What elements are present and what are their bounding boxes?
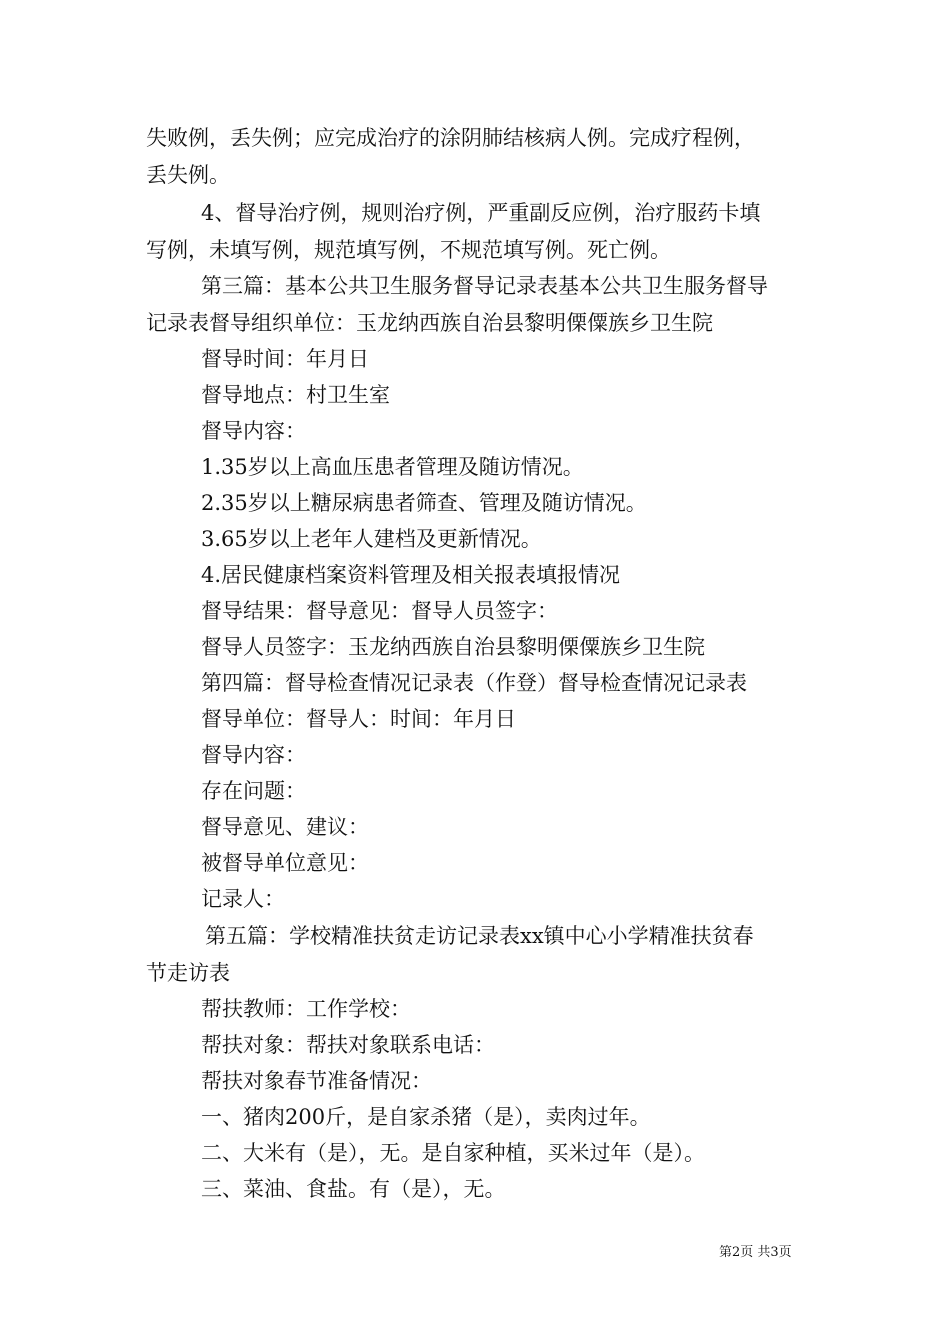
page-number-footer: 第2页 共3页: [719, 1245, 792, 1260]
section-heading: 第三篇：基本公共卫生服务督导记录表基本公共卫生服务督导: [201, 274, 768, 298]
text-line: 写例，未填写例，规范填写例，不规范填写例。死亡例。: [146, 238, 671, 262]
text-line: 丢失例。: [146, 163, 230, 187]
text-line: 被督导单位意见：: [201, 851, 369, 875]
text-line: 节走访表: [146, 961, 230, 985]
text-line: 失败例，丢失例；应完成治疗的涂阴肺结核病人例。完成疗程例，: [146, 126, 755, 150]
text-line: 督导单位：督导人：时间：年月日: [201, 707, 516, 731]
text-line: 督导内容：: [201, 419, 306, 443]
list-item: 三、菜油、食盐。有（是），无。: [201, 1177, 506, 1201]
list-item: 2.35岁以上糖尿病患者筛查、管理及随访情况。: [201, 491, 647, 515]
text-line: 存在问题：: [201, 779, 306, 803]
text-line: 督导时间：年月日: [201, 347, 369, 371]
text-line: 记录人：: [201, 887, 285, 911]
section-heading: 第四篇：督导检查情况记录表（作登）督导检查情况记录表: [201, 671, 747, 695]
list-item: 3.65岁以上老年人建档及更新情况。: [201, 527, 542, 551]
text-line: 督导意见、建议：: [201, 815, 369, 839]
text-line: 督导地点：村卫生室: [201, 383, 390, 407]
list-item: 1.35岁以上高血压患者管理及随访情况。: [201, 455, 584, 479]
section-heading: 第五篇：学校精准扶贫走访记录表xx镇中心小学精准扶贫春: [205, 924, 754, 948]
text-line: 督导结果：督导意见：督导人员签字：: [201, 599, 558, 623]
text-line: 记录表督导组织单位：玉龙纳西族自治县黎明傈僳族乡卫生院: [146, 311, 713, 335]
text-line: 督导内容：: [201, 743, 306, 767]
list-item: 二、大米有（是），无。是自家种植，买米过年（是）。: [201, 1141, 705, 1165]
list-item: 4.居民健康档案资料管理及相关报表填报情况: [201, 563, 621, 587]
text-line: 4、督导治疗例，规则治疗例，严重副反应例，治疗服药卡填: [201, 201, 761, 225]
text-line: 帮扶对象：帮扶对象联系电话：: [201, 1033, 495, 1057]
list-item: 一、猪肉200斤，是自家杀猪（是），卖肉过年。: [201, 1105, 651, 1129]
text-line: 帮扶对象春节准备情况：: [201, 1069, 432, 1093]
text-line: 帮扶教师：工作学校：: [201, 997, 411, 1021]
text-line: 督导人员签字：玉龙纳西族自治县黎明傈僳族乡卫生院: [201, 635, 705, 659]
